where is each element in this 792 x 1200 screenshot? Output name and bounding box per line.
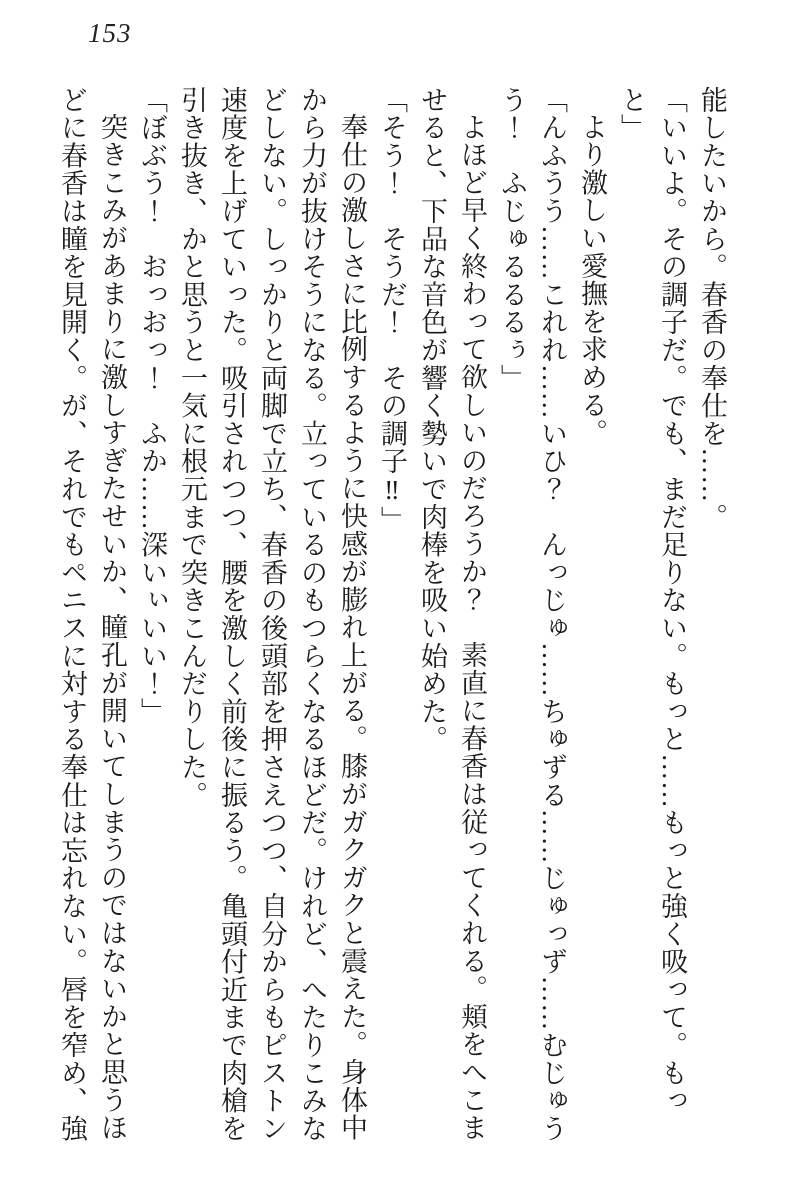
text-line: 「ぼぶう！ おっおっ！ ふか……深いぃいい！」 <box>137 86 167 726</box>
text-line: う！ ふじゅるるるぅ」 <box>497 86 527 392</box>
text-line: と」 <box>617 86 647 142</box>
text-line: 引き抜き、かと思うと一気に根元まで突きこんだりした。 <box>177 86 207 809</box>
page-number: 153 <box>88 18 132 48</box>
text-line: 「んふうう……これれ……いひ？ んっじゅ……ちゅずる……じゅっず……むじゅう <box>537 86 567 1143</box>
text-line: 「いいよ。その調子だ。でも、まだ足りない。もっと……もっと強く吸って。もっ <box>657 86 687 1115</box>
text-line: どに春香は瞳を見開く。が、それでもペニスに対する奉仕は忘れない。唇を窄め、強 <box>57 86 87 1143</box>
text-line: せると、下品な音色が響く勢いで肉棒を吸い始めた。 <box>417 86 447 754</box>
text-line: 「そう！ そうだ！ その調子‼」 <box>377 86 407 534</box>
text-line: より激しい愛撫を求める。 <box>577 113 607 447</box>
text-line: 奉仕の激しさに比例するように快感が膨れ上がる。膝がガクガクと震えた。身体中 <box>337 113 367 1142</box>
text-line: どしない。しっかりと両脚で立ち、春香の後頭部を押さえつつ、自分からもピストン <box>257 86 287 1143</box>
text-line: よほど早く終わって欲しいのだろうか？ 素直に春香は従ってくれる。頬をへこま <box>457 113 487 1142</box>
page-text <box>52 86 732 1144</box>
text-line: から力が抜けそうになる。立っているのもつらくなるほどだ。けれど、へたりこみな <box>297 86 327 1143</box>
text-line: 能したいから。春香の奉仕を……。 <box>697 86 727 531</box>
text-line: 突きこみがあまりに激しすぎたせいか、瞳孔が開いてしまうのではないかと思うほ <box>97 113 127 1142</box>
text-line: 速度を上げていった。吸引されつつ、腰を激しく前後に振るう。亀頭付近まで肉槍を <box>217 86 247 1143</box>
